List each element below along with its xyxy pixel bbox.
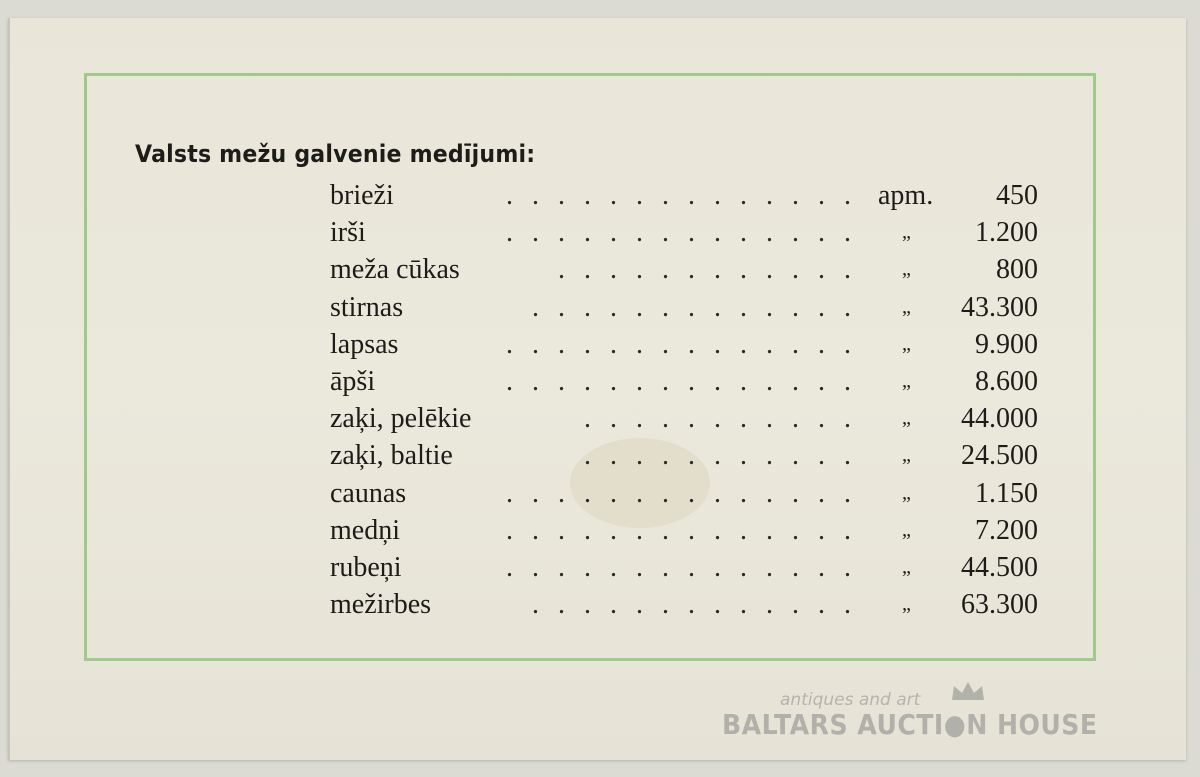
count-value: 8.600 <box>975 365 1038 397</box>
unit-label: „ <box>902 555 911 578</box>
dot-leader: ............. <box>532 291 870 323</box>
count-value: 63.300 <box>961 589 1038 621</box>
list-item <box>330 289 1042 326</box>
game-name: zaķi, baltie <box>330 440 453 472</box>
game-name: brieži <box>330 180 394 211</box>
game-name: lapsas <box>330 328 399 360</box>
count-value: 44.000 <box>961 403 1038 435</box>
unit-label: „ <box>902 369 911 392</box>
unit-label: „ <box>902 444 911 467</box>
page-heading: Valsts mežu galvenie medījumi: <box>135 140 536 168</box>
unit-label: apm. <box>878 180 934 211</box>
game-name: meža cūkas <box>330 254 460 286</box>
list-item <box>330 214 1042 251</box>
unit-label: „ <box>902 407 911 430</box>
count-value: 24.500 <box>961 440 1038 472</box>
game-name: mežirbes <box>330 589 432 621</box>
list-item <box>330 586 1042 623</box>
unit-label: „ <box>902 221 911 244</box>
game-name: caunas <box>330 477 407 509</box>
list-item <box>330 549 1042 586</box>
list-item <box>330 177 1042 214</box>
game-list <box>330 177 1042 623</box>
count-value: 800 <box>996 254 1038 286</box>
watermark-title: BALTARS AUCTI●N HOUSE <box>722 708 1098 741</box>
game-name: medņi <box>330 514 400 546</box>
unit-label: „ <box>902 593 911 616</box>
game-name: āpši <box>330 365 376 397</box>
dot-leader: .............. <box>506 551 870 583</box>
count-value: 450 <box>996 180 1038 211</box>
unit-label: „ <box>902 332 911 355</box>
crown-icon <box>950 680 986 702</box>
dot-leader: .............. <box>506 514 870 546</box>
game-name: stirnas <box>330 291 404 323</box>
dot-leader: ........... <box>584 440 870 472</box>
count-value: 9.900 <box>975 328 1038 360</box>
game-name: zaķi, pelēkie <box>330 403 472 435</box>
dot-leader: ............ <box>558 254 870 286</box>
list-item <box>330 251 1042 288</box>
dot-leader: .............. <box>506 180 870 211</box>
game-name: rubeņi <box>330 551 402 583</box>
count-value: 43.300 <box>961 291 1038 323</box>
list-item <box>330 400 1042 437</box>
count-value: 44.500 <box>961 551 1038 583</box>
game-name: irši <box>330 217 366 249</box>
unit-label: „ <box>902 518 911 541</box>
list-item <box>330 326 1042 363</box>
dot-leader: .............. <box>506 477 870 509</box>
count-value: 1.200 <box>975 217 1038 249</box>
list-item <box>330 475 1042 512</box>
dot-leader: .............. <box>506 328 870 360</box>
dot-leader: .............. <box>506 217 870 249</box>
dot-leader: ........... <box>584 403 870 435</box>
unit-label: „ <box>902 481 911 504</box>
count-value: 1.150 <box>975 477 1038 509</box>
count-value: 7.200 <box>975 514 1038 546</box>
watermark-subtitle: antiques and art <box>780 690 921 710</box>
dot-leader: .............. <box>506 365 870 397</box>
unit-label: „ <box>902 295 911 318</box>
list-item <box>330 437 1042 474</box>
dot-leader: ............. <box>532 589 870 621</box>
list-item <box>330 363 1042 400</box>
unit-label: „ <box>902 258 911 281</box>
list-item <box>330 512 1042 549</box>
